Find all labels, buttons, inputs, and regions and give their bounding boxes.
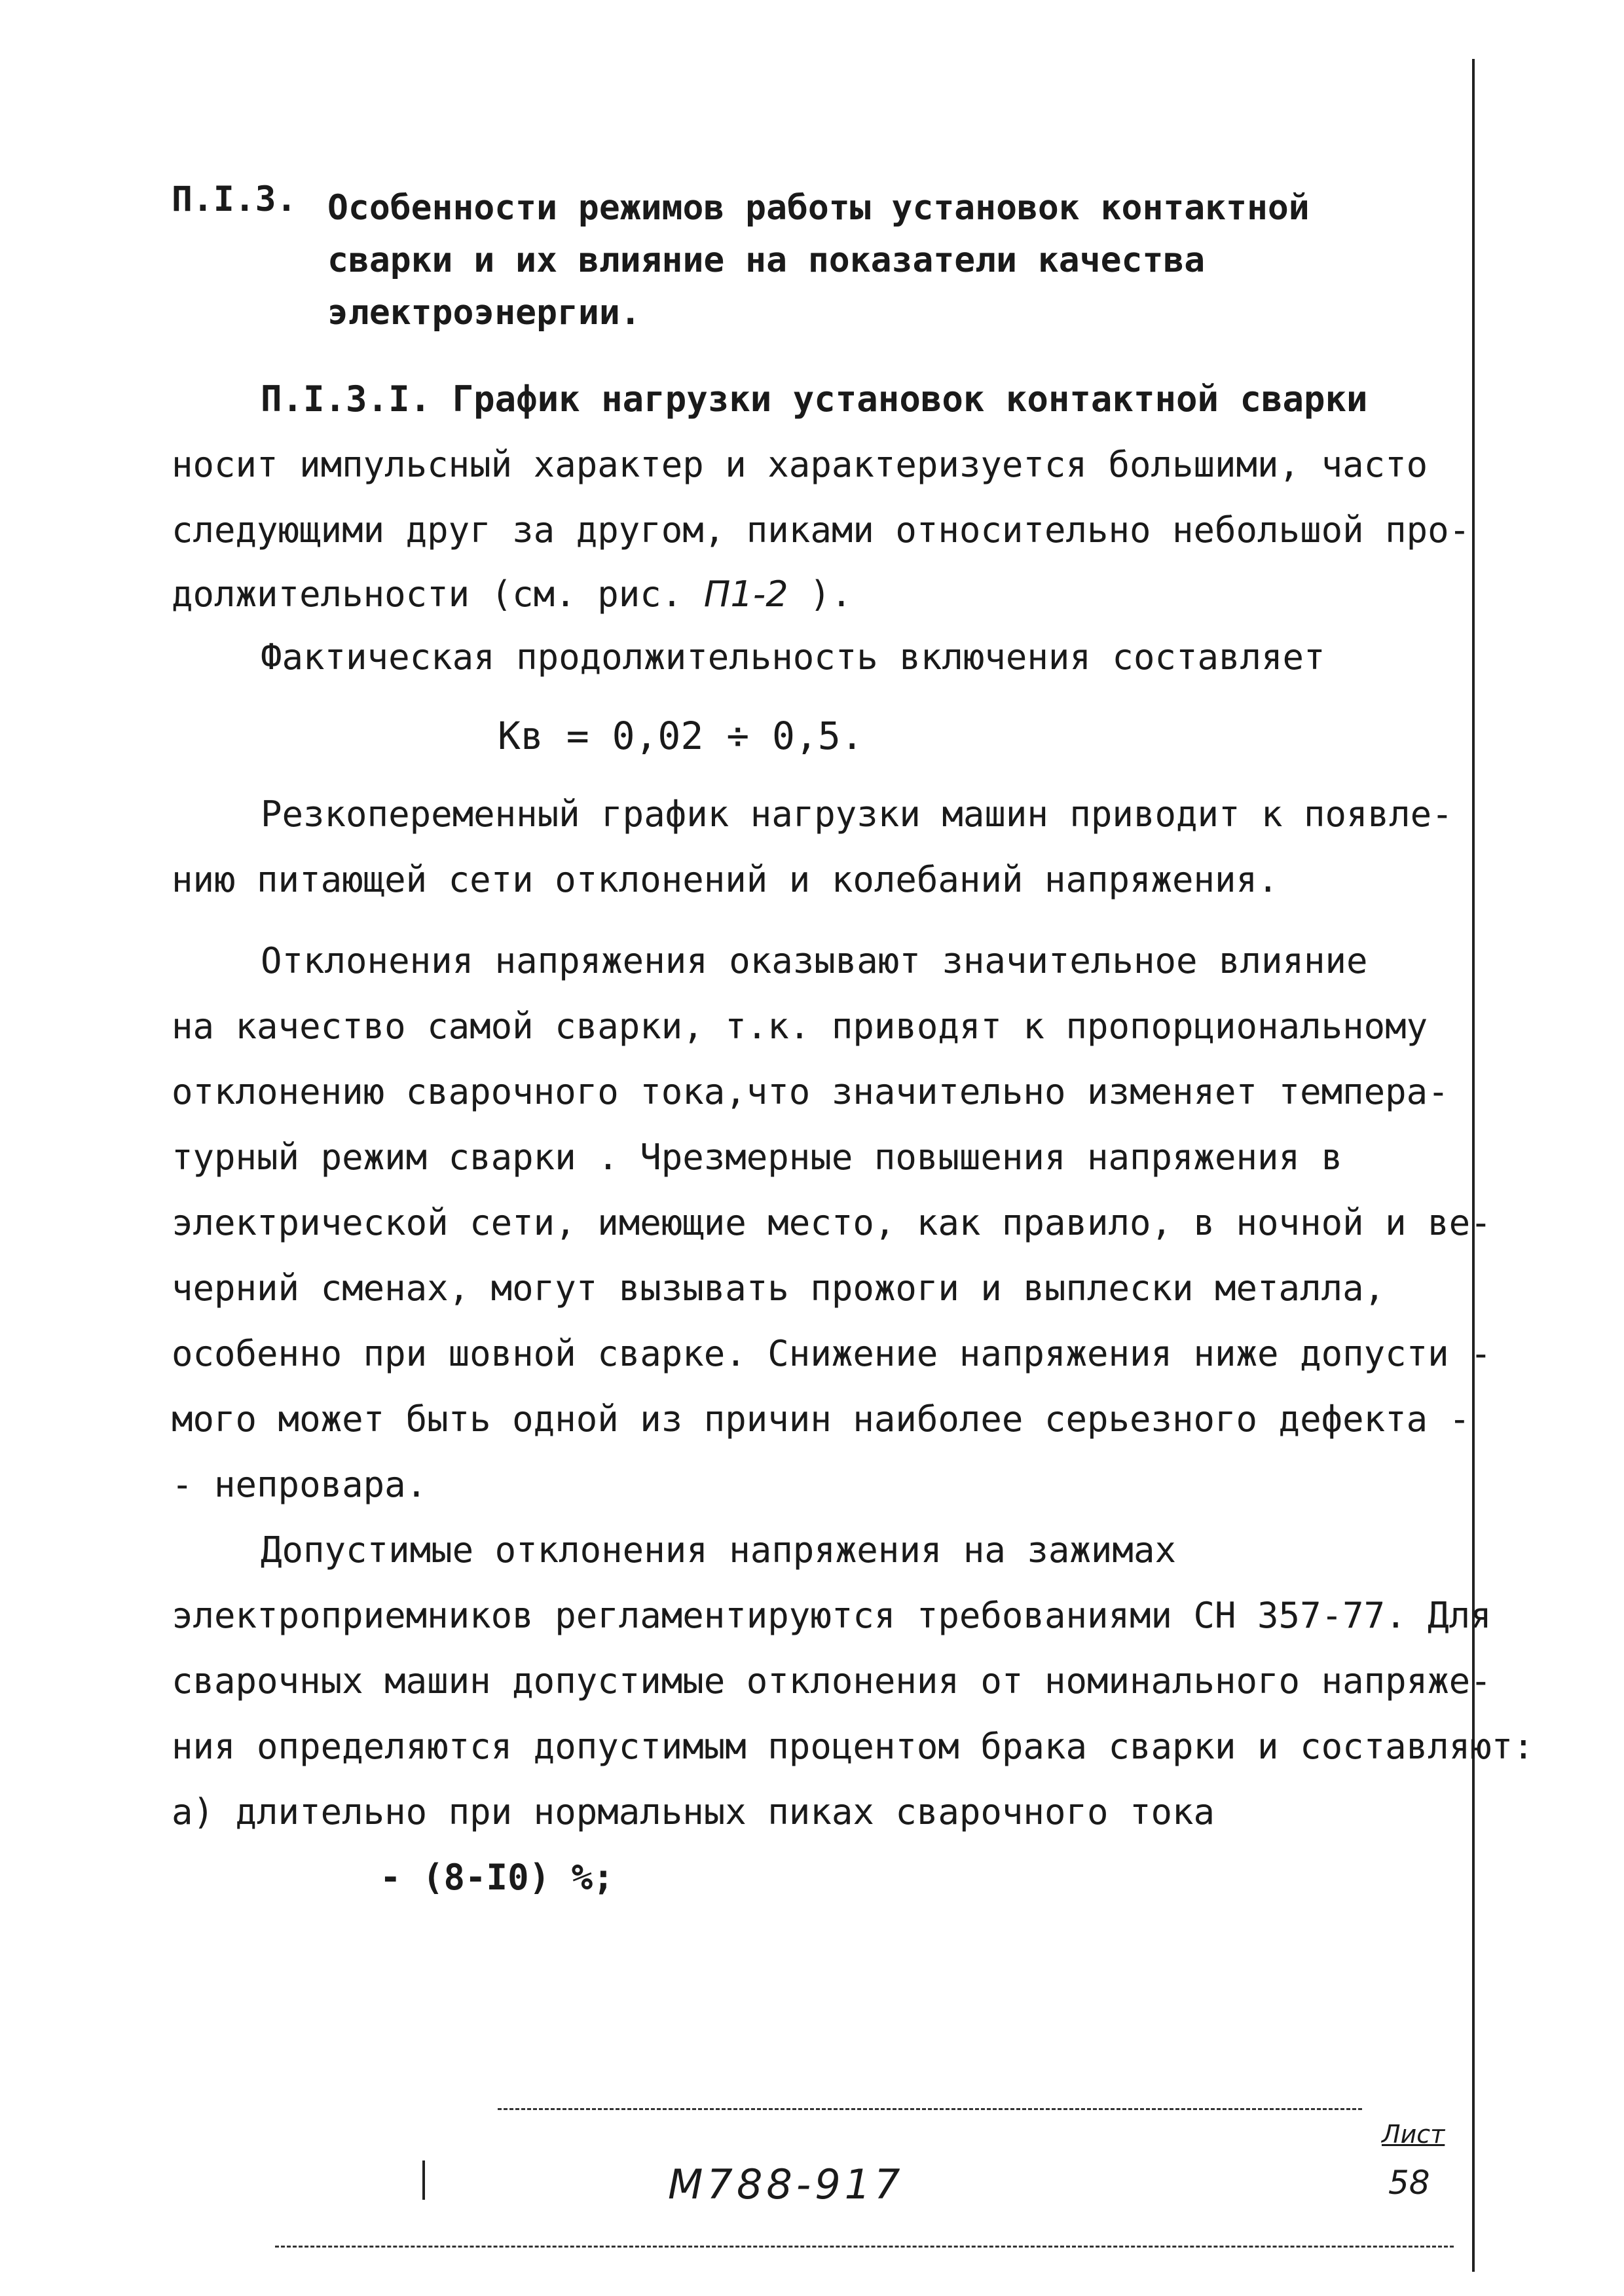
- paragraph-line: а) длительно при нормальных пиках сварочного тока: [172, 1791, 1215, 1832]
- footer-divider: [422, 2160, 425, 2200]
- page-frame-line: [1472, 59, 1475, 2272]
- paragraph-text: должительности (см. рис.: [172, 574, 704, 615]
- paragraph-line: - непровара.: [172, 1464, 428, 1505]
- section-title-line: сварки и их влияние на показатели качества: [327, 240, 1206, 280]
- paragraph-line: турный режим сварки . Чрезмерные повышения напряжения в: [172, 1137, 1343, 1178]
- figure-reference: П1-2: [703, 574, 788, 615]
- paragraph-line: ния определяются допустимым процентом брака сварки и составляют:: [172, 1726, 1534, 1767]
- paragraph-line: [172, 574, 852, 615]
- paragraph-line: Отклонения напряжения оказывают значительное влияние: [261, 940, 1368, 981]
- paragraph-text: ).: [788, 574, 853, 615]
- paragraph-line: на качество самой сварки, т.к. приводят к пропорциональному: [172, 1006, 1428, 1047]
- paragraph-line: Фактическая продолжительность включения составляет: [261, 636, 1325, 678]
- paragraph-line: следующими друг за другом, пиками относительно небольшой про-: [172, 509, 1471, 551]
- paragraph-line: носит импульсный характер и характеризуется большими, часто: [172, 444, 1428, 485]
- paragraph-line: черний сменах, могут вызывать прожоги и выплески металла,: [172, 1267, 1386, 1309]
- paragraph-line: П.I.3.I. График нагрузки установок контактной сварки: [261, 378, 1368, 420]
- document-code: М788-917: [668, 2160, 904, 2208]
- paragraph-line: Допустимые отклонения напряжения на зажимах: [261, 1529, 1176, 1571]
- paragraph-line: отклонению сварочного тока,что значительно изменяет темпера-: [172, 1071, 1449, 1112]
- paragraph-line: нию питающей сети отклонений и колебаний напряжения.: [172, 859, 1279, 900]
- paragraph-line: мого может быть одной из причин наиболее серьезного дефекта -: [172, 1398, 1471, 1440]
- sheet-label: Лист: [1382, 2120, 1445, 2149]
- tolerance-value: - (8-I0) %;: [380, 1857, 614, 1898]
- paragraph-line: особенно при шовной сварке. Снижение напряжения ниже допусти -: [172, 1333, 1492, 1374]
- sheet-number: 58: [1388, 2164, 1430, 2202]
- paragraph-line: электрической сети, имеющие место, как правило, в ночной и ве-: [172, 1202, 1492, 1243]
- section-title-line: Особенности режимов работы установок контактной: [327, 188, 1310, 228]
- footer-rule-bottom: [275, 2246, 1454, 2248]
- paragraph-line: Резкопеременный график нагрузки машин приводит к появле-: [261, 793, 1453, 835]
- paragraph-line: сварочных машин допустимые отклонения от номинального напряже-: [172, 1660, 1492, 1702]
- formula: Кв = 0,02 ÷ 0,5.: [498, 714, 864, 758]
- footer-rule-top: [498, 2108, 1362, 2110]
- section-title-line: электроэнергии.: [327, 293, 641, 333]
- paragraph-line: электроприемников регламентируются требованиями СН 357-77. Для: [172, 1595, 1492, 1636]
- section-number: П.I.3.: [172, 179, 297, 219]
- section-title: [327, 182, 1310, 339]
